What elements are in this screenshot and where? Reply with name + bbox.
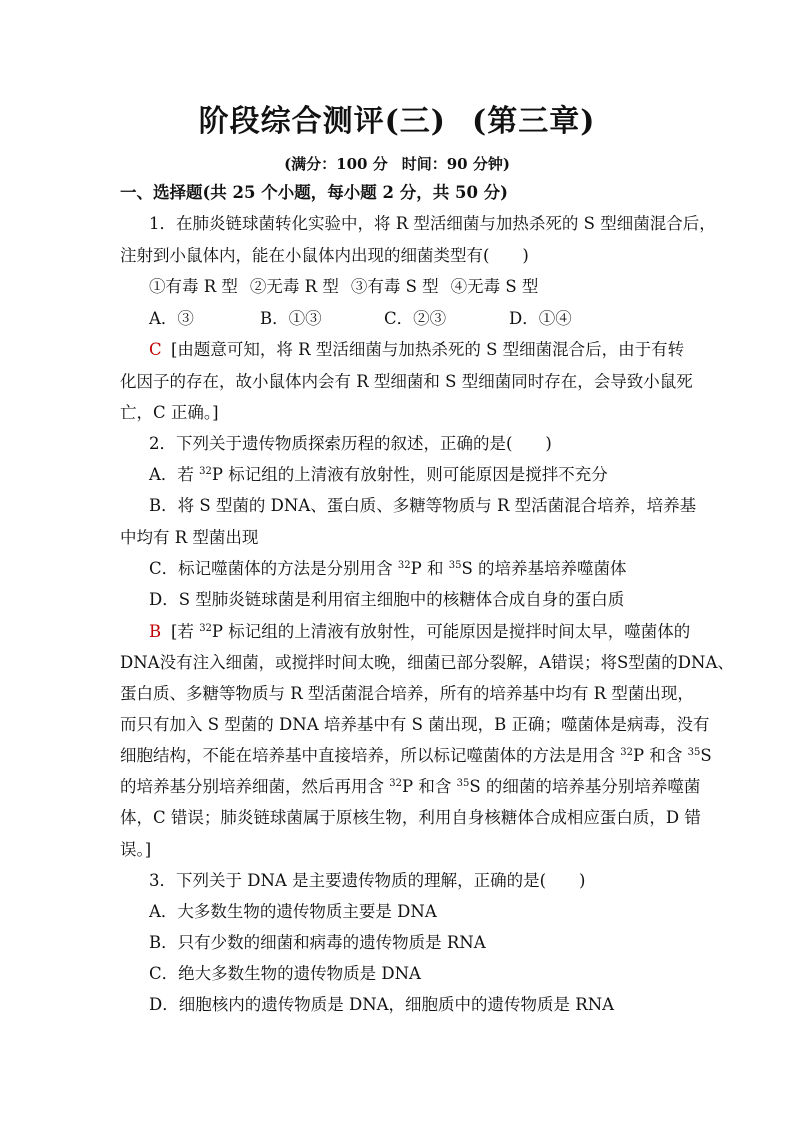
meta-time: 时间：90 分钟): [401, 155, 510, 173]
q2-explanation-line3: 蛋白质、多糖等物质与 R 型活菌混合培养，所有的培养基中均有 R 型菌出现，: [120, 684, 694, 703]
q1-exp-text: [由题意可知，将 R 型活细菌与加热杀死的 S 型细菌混合后，由于有转: [171, 340, 685, 359]
exam-meta: [0, 153, 794, 174]
q1-answer: C: [149, 340, 162, 359]
q2-a-sup: 32: [199, 466, 212, 477]
q1-items: [149, 277, 538, 297]
q2-option-b-line2: 中均有 R 型菌出现: [120, 528, 259, 547]
q1-options: [149, 309, 572, 329]
title-chapter: (第三章): [472, 104, 596, 139]
q2-exp-sup: 32: [199, 623, 212, 634]
q2-stem: 2．下列关于遗传物质探索历程的叙述，正确的是( ): [149, 434, 552, 453]
q2-c-text-mid: P 和: [410, 559, 449, 578]
meta-score: (满分：100 分: [284, 155, 388, 173]
q2-exp-text: S 的细菌的培养基分别培养噬菌: [469, 777, 701, 796]
q2-option-d: D．S 型肺炎链球菌是利用宿主细胞中的核糖体合成自身的蛋白质: [149, 590, 625, 609]
q2-exp-sup: 32: [620, 747, 633, 758]
q3-option-c: C．绝大多数生物的遗传物质是 DNA: [149, 964, 421, 983]
page-title: [0, 96, 794, 140]
q2-exp-text: P 和含: [401, 777, 457, 796]
q1-stem-line2: 注射到小鼠体内，能在小鼠体内出现的细菌类型有( ): [120, 246, 529, 265]
q1-option-b: B．①③: [260, 309, 322, 328]
q3-option-d: D．细胞核内的遗传物质是 DNA，细胞质中的遗传物质是 RNA: [149, 995, 615, 1014]
q2-c-text-end: S 的培养基培养噬菌体: [461, 559, 627, 578]
q1-explanation-line2: 化因子的存在，故小鼠体内会有 R 型细菌和 S 型细菌同时存在，会导致小鼠死: [120, 372, 693, 391]
q1-item: ①有毒 R 型: [149, 277, 238, 296]
q2-exp-text: P 标记组的上清液有放射性，可能原因是搅拌时间太早，噬菌体的: [211, 622, 691, 641]
q2-c-sup: 32: [397, 560, 411, 571]
q2-explanation-line8: 误。]: [120, 840, 152, 859]
q2-exp-sup: 35: [456, 778, 470, 789]
q2-explanation-line6: [120, 777, 700, 797]
q2-exp-text: 细胞结构，不能在培养基中直接培养，所以标记噬菌体的方法是用含: [120, 746, 621, 765]
q2-exp-text: [若: [171, 622, 200, 641]
q2-exp-text: S: [700, 746, 712, 765]
q1-item: ②无毒 R 型: [249, 277, 339, 296]
q2-exp-sup: 32: [389, 778, 402, 789]
q2-explanation-line4: 而只有加入 S 型菌的 DNA 培养基中有 S 菌出现，B 正确；噬菌体是病毒，没有: [120, 715, 710, 734]
q1-item: ③有毒 S 型: [350, 277, 439, 296]
q2-exp-text: 的培养基分别培养细菌，然后再用含: [120, 777, 390, 796]
title-main: 阶段综合测评(三): [198, 104, 446, 139]
q2-explanation-line5: [120, 746, 712, 766]
q2-c-sup: 35: [448, 560, 462, 571]
q1-explanation-line1: [149, 340, 684, 360]
q3-stem: 3．下列关于 DNA 是主要遗传物质的理解，正确的是( ): [149, 871, 586, 890]
q2-explanation-line7: 体，C 错误；肺炎链球菌属于原核生物，利用自身核糖体合成相应蛋白质，D 错: [120, 808, 701, 827]
q3-option-a: A．大多数生物的遗传物质主要是 DNA: [149, 902, 437, 921]
q1-option-a: A．③: [149, 309, 194, 328]
q2-option-c: [149, 559, 627, 579]
q2-a-text-end: P 标记组的上清液有放射性，则可能原因是搅拌不充分: [211, 465, 608, 484]
q3-option-b: B．只有少数的细菌和病毒的遗传物质是 RNA: [149, 933, 486, 952]
q2-explanation-line2: DNA没有注入细菌，或搅拌时间太晚，细菌已部分裂解，A错误；将S型菌的DNA、: [120, 653, 734, 672]
q2-exp-sup: 35: [687, 747, 701, 758]
q1-option-d: D．①④: [509, 309, 572, 328]
q1-item: ④无毒 S 型: [450, 277, 539, 296]
q2-option-b-line1: B．将 S 型菌的 DNA、蛋白质、多糖等物质与 R 型活菌混合培养，培养基: [149, 496, 697, 515]
q1-stem-line1: 1．在肺炎链球菌转化实验中，将 R 型活细菌与加热杀死的 S 型细菌混合后，: [149, 214, 716, 233]
q2-exp-text: P 和含: [632, 746, 688, 765]
q2-answer: B: [149, 622, 162, 641]
q1-option-c: C．②③: [384, 309, 447, 328]
q2-a-text: A．若: [149, 465, 200, 484]
q2-c-text: C．标记噬菌体的方法是分别用含: [149, 559, 398, 578]
q1-explanation-line3: 亡，C 正确。]: [120, 403, 219, 422]
q2-option-a: [149, 465, 608, 485]
section-heading: 一、选择题(共 25 个小题，每小题 2 分，共 50 分): [120, 183, 508, 202]
q2-explanation-line1: [149, 622, 690, 642]
